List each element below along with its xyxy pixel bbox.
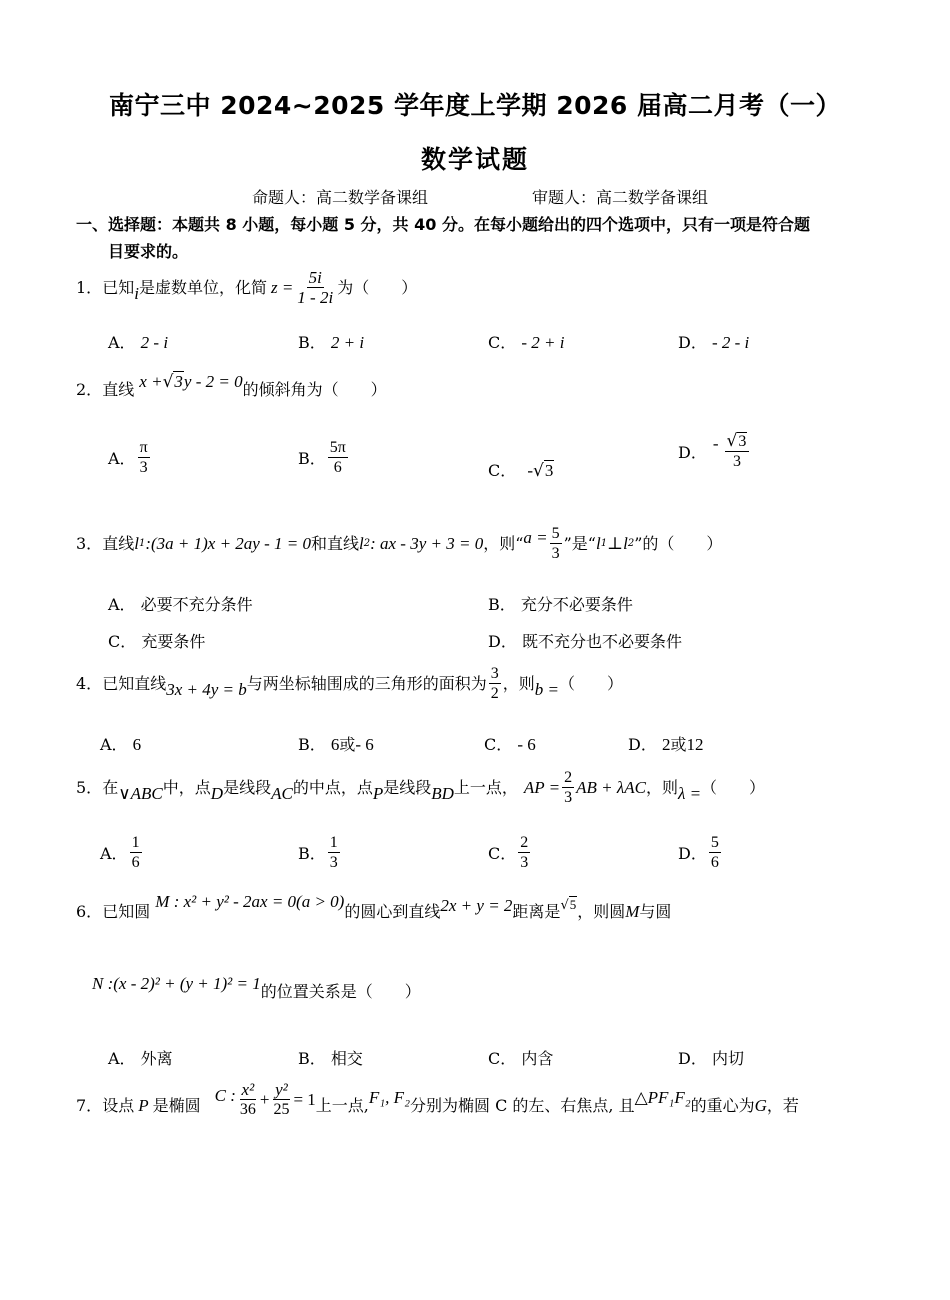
option-label: D． <box>678 844 707 863</box>
option-a[interactable] <box>100 833 144 872</box>
question-text: ，则 <box>645 777 678 797</box>
option-or: 或 <box>339 735 356 754</box>
question-text: 的中点，点 <box>292 777 373 797</box>
option-value: - 2 - i <box>711 333 750 352</box>
fraction-numerator: x² <box>241 1080 255 1099</box>
math-expr: C : <box>214 1085 236 1105</box>
option-label: C． <box>488 844 517 863</box>
option-d[interactable] <box>678 833 723 872</box>
option-value: - 6 <box>355 735 374 754</box>
option-label: D． <box>678 333 707 352</box>
question-text: 是线段 <box>223 777 272 797</box>
sqrt-symbol: √ <box>560 898 569 913</box>
option-label: A． <box>108 449 136 468</box>
equation-part: y - 2 = 0 <box>183 372 243 391</box>
question-text: 是椭圆 <box>152 1095 201 1115</box>
question-text: 分别为椭圆 C 的左、右焦点, 且 <box>409 1095 635 1115</box>
section-heading: 一、选择题：本题共 8 小题，每小题 5 分，共 40 分。在每小题给出的四个选项中，只有一项是符合题 <box>76 215 810 234</box>
question-text: 直线 <box>102 533 135 553</box>
question-3 <box>76 524 722 563</box>
question-5 <box>76 768 765 807</box>
fraction-numerator: 1 <box>131 834 140 851</box>
reviewer-line: 审题人：高二数学备课组 <box>532 188 709 207</box>
section-heading-cont: 目要求的。 <box>108 242 189 261</box>
math-expr: : ax - 3y + 3 = 0 <box>370 533 484 553</box>
question-number: 5． <box>76 777 103 797</box>
math-expr: λ = <box>677 783 702 803</box>
option-value: 12 <box>686 735 704 754</box>
fraction-denominator: 3 <box>139 459 148 476</box>
fraction-denominator: 3 <box>564 789 573 806</box>
math-fraction <box>725 432 750 471</box>
option-label: A． <box>108 595 136 614</box>
question-text: ，则圆 <box>577 902 626 921</box>
math-fraction <box>489 664 501 703</box>
option-value: 必要不充分条件 <box>140 595 253 614</box>
fraction-denominator: 25 <box>273 1101 290 1118</box>
question-text: 的倾斜角为（ ） <box>242 380 387 399</box>
fraction-denominator: 3 <box>520 854 529 871</box>
question-number: 4． <box>76 673 103 693</box>
question-2 <box>76 372 387 400</box>
option-d[interactable] <box>488 629 682 652</box>
math-fraction <box>518 833 530 872</box>
sqrt-radicand: 3 <box>738 433 747 450</box>
option-label: B． <box>298 1049 326 1068</box>
option-label: C． <box>488 1049 517 1068</box>
math-fraction <box>328 438 348 477</box>
fraction-numerator: y² <box>275 1080 288 1099</box>
math-sign: - <box>527 461 534 480</box>
math-var: l <box>358 533 364 553</box>
math-subscript: 1 <box>138 537 146 549</box>
math-var: M <box>625 902 640 921</box>
option-d[interactable] <box>678 330 749 353</box>
question-text: ，则 <box>502 673 535 693</box>
option-b[interactable] <box>298 732 374 755</box>
question-text: 距离是 <box>512 902 561 921</box>
option-value: 外离 <box>140 1049 173 1068</box>
question-number: 6． <box>76 902 103 921</box>
option-label: B． <box>298 449 326 468</box>
question-4 <box>76 664 623 703</box>
option-value: 2 + i <box>330 333 365 352</box>
fraction-denominator: 6 <box>333 459 342 476</box>
math-expr: z = <box>270 277 294 297</box>
sqrt-symbol: √ <box>162 372 174 392</box>
question-text: 已知圆 <box>102 902 151 921</box>
option-label: C． <box>484 735 513 754</box>
question-text: 与圆 <box>639 902 672 921</box>
question-text: 为（ ） <box>337 277 418 297</box>
fraction-denominator: 3 <box>732 453 741 470</box>
fraction-numerator: 5 <box>710 834 719 851</box>
option-label: A． <box>108 333 136 352</box>
math-expr: F₁, F₂ <box>368 1087 410 1107</box>
fraction-numerator <box>725 432 750 452</box>
question-text: 是虚数单位，化简 <box>138 277 267 297</box>
math-operator: + <box>259 1089 270 1109</box>
question-text: 已知 <box>102 277 135 297</box>
question-text: 的位置关系是（ ） <box>260 982 421 1001</box>
option-value: 内切 <box>711 1049 744 1068</box>
math-fraction <box>238 1080 258 1119</box>
math-expr: 3x + 4y = b <box>166 679 247 699</box>
question-text: （ ） <box>559 673 624 693</box>
math-expr: ∨ABC <box>118 783 163 803</box>
option-value: 充要条件 <box>141 632 206 651</box>
option-d[interactable] <box>628 732 703 755</box>
option-label: B． <box>488 595 516 614</box>
math-expr: 2x + y = 2 <box>440 896 513 915</box>
question-text: 是线段 <box>383 777 432 797</box>
question-text: 上一点， <box>453 777 518 797</box>
question-text: ”是“ <box>563 533 596 553</box>
option-d[interactable] <box>678 432 751 471</box>
fraction-denominator: 6 <box>131 854 140 871</box>
option-b[interactable] <box>298 330 364 353</box>
option-value: 2 - i <box>140 333 169 352</box>
question-number: 3． <box>76 533 103 553</box>
option-a[interactable] <box>108 1046 173 1069</box>
math-expr: = 1 <box>293 1089 316 1109</box>
option-label: A． <box>100 844 128 863</box>
question-text: 的重心为 <box>690 1095 755 1115</box>
option-label: D． <box>678 1049 707 1068</box>
math-fraction <box>709 833 721 872</box>
option-a[interactable] <box>108 330 168 353</box>
math-fraction <box>138 438 150 477</box>
question-text: 和直线 <box>310 533 359 553</box>
question-1 <box>76 268 417 307</box>
question-text: 上一点, <box>315 1095 369 1115</box>
math-var: D <box>210 783 224 803</box>
option-a[interactable] <box>108 592 253 615</box>
option-c[interactable] <box>488 833 532 872</box>
question-6-cont <box>92 974 421 1002</box>
fraction-denominator: 3 <box>551 545 560 562</box>
option-d[interactable] <box>678 1046 744 1069</box>
option-label: C． <box>108 632 137 651</box>
option-label: B． <box>298 844 326 863</box>
math-var: G <box>754 1095 767 1115</box>
math-expr: M : x² + y² - 2ax = 0(a > 0) <box>155 892 345 911</box>
option-b[interactable] <box>488 592 633 615</box>
sqrt-symbol: √ <box>726 431 738 451</box>
fraction-denominator: 2 <box>490 685 499 702</box>
author-line: 命题人：高二数学备课组 <box>252 188 429 207</box>
fraction-numerator: 2 <box>520 834 529 851</box>
option-label: D． <box>678 443 707 462</box>
question-text: 在 <box>102 777 119 797</box>
option-value: 既不充分也不必要条件 <box>521 632 682 651</box>
math-fraction <box>130 833 142 872</box>
math-sign: - <box>712 433 719 453</box>
question-text: 与两坐标轴围成的三角形的面积为 <box>246 673 487 693</box>
question-text: 的圆心到直线 <box>344 902 441 921</box>
fraction-numerator: 3 <box>490 665 499 682</box>
math-expr: :(3a + 1)x + 2ay - 1 = 0 <box>145 533 311 553</box>
option-value: 6 <box>132 735 142 754</box>
option-label: C． <box>488 333 517 352</box>
math-var: P <box>372 783 384 803</box>
math-fraction <box>295 268 335 307</box>
question-number: 7． <box>76 1095 103 1115</box>
option-c[interactable] <box>488 458 554 481</box>
option-a[interactable] <box>108 438 152 477</box>
option-value: 充分不必要条件 <box>520 595 633 614</box>
math-var: P <box>138 1095 149 1115</box>
math-var: BD <box>431 783 454 803</box>
question-text: 直线 <box>102 380 135 399</box>
option-value: - 2 + i <box>521 333 565 352</box>
fraction-numerator: π <box>139 439 148 456</box>
equation-part: x + <box>139 372 163 391</box>
math-fraction <box>550 524 562 563</box>
sqrt-radicand: 3 <box>544 461 554 480</box>
math-subscript: 2 <box>627 537 635 549</box>
fraction-numerator: 5i <box>308 268 322 287</box>
fraction-numerator: 5π <box>329 439 346 456</box>
math-expr: b = <box>534 679 560 699</box>
option-value: 6 <box>330 735 340 754</box>
math-fraction <box>562 768 574 807</box>
math-var: l <box>134 533 139 553</box>
math-subscript: 1 <box>600 537 608 549</box>
math-subscript: 2 <box>363 537 371 549</box>
question-text: ，则“ <box>483 533 524 553</box>
question-6 <box>76 892 672 924</box>
option-label: C． <box>488 461 517 480</box>
option-label: B． <box>298 333 326 352</box>
perp-symbol: ⊥ <box>607 533 624 553</box>
question-7 <box>76 1080 799 1125</box>
fraction-numerator: 1 <box>329 834 338 851</box>
option-b[interactable] <box>298 438 350 477</box>
math-var: l <box>623 533 628 553</box>
sqrt-radicand: 5 <box>569 897 577 912</box>
option-b[interactable] <box>298 1046 363 1069</box>
option-label: D． <box>628 735 657 754</box>
option-value: 内含 <box>521 1049 554 1068</box>
math-var: i <box>134 283 139 303</box>
option-value: 2 <box>661 735 671 754</box>
option-value: - 6 <box>517 735 536 754</box>
option-c[interactable] <box>484 732 536 755</box>
question-text: （ ） <box>701 777 766 797</box>
fraction-denominator: 3 <box>329 854 338 871</box>
math-expr: AP = <box>523 777 561 797</box>
option-c[interactable] <box>108 629 205 652</box>
math-var: l <box>596 533 601 553</box>
option-value: 相交 <box>330 1049 363 1068</box>
fraction-denominator: 36 <box>239 1101 256 1118</box>
page-subtitle: 数学试题 <box>420 145 529 174</box>
sqrt-symbol: √ <box>533 461 544 481</box>
option-or: 或 <box>670 735 687 754</box>
option-c[interactable] <box>488 330 564 353</box>
question-number: 2． <box>76 380 103 399</box>
question-text: 已知直线 <box>102 673 167 693</box>
fraction-denominator: 6 <box>710 854 719 871</box>
option-label: A． <box>108 1049 136 1068</box>
sqrt-radicand: 3 <box>174 372 183 391</box>
page-title: 南宁三中 2024~2025 学年度上学期 2026 届高二月考（一） <box>108 91 841 120</box>
fraction-numerator: 5 <box>551 525 560 542</box>
math-expr <box>139 372 242 391</box>
option-a[interactable] <box>100 732 141 755</box>
question-text: 中，点 <box>162 777 211 797</box>
question-text: ，若 <box>766 1095 799 1115</box>
question-text: ”的（ ） <box>634 533 723 553</box>
option-label: A． <box>100 735 128 754</box>
option-c[interactable] <box>488 1046 553 1069</box>
math-fraction <box>271 1080 291 1119</box>
math-expr: a = <box>523 527 548 547</box>
math-expr: △PF₁F₂ <box>634 1087 691 1107</box>
question-number: 1． <box>76 277 103 297</box>
option-label: B． <box>298 735 326 754</box>
question-text: 设点 <box>102 1095 135 1115</box>
fraction-denominator: 1 - 2i <box>297 288 334 307</box>
option-label: D． <box>488 632 517 651</box>
math-var: AC <box>271 783 293 803</box>
option-b[interactable] <box>298 833 342 872</box>
math-expr: AB + λAC <box>576 777 646 797</box>
math-expr: N :(x - 2)² + (y + 1)² = 1 <box>92 974 261 993</box>
fraction-numerator: 2 <box>564 769 573 786</box>
math-fraction <box>328 833 340 872</box>
